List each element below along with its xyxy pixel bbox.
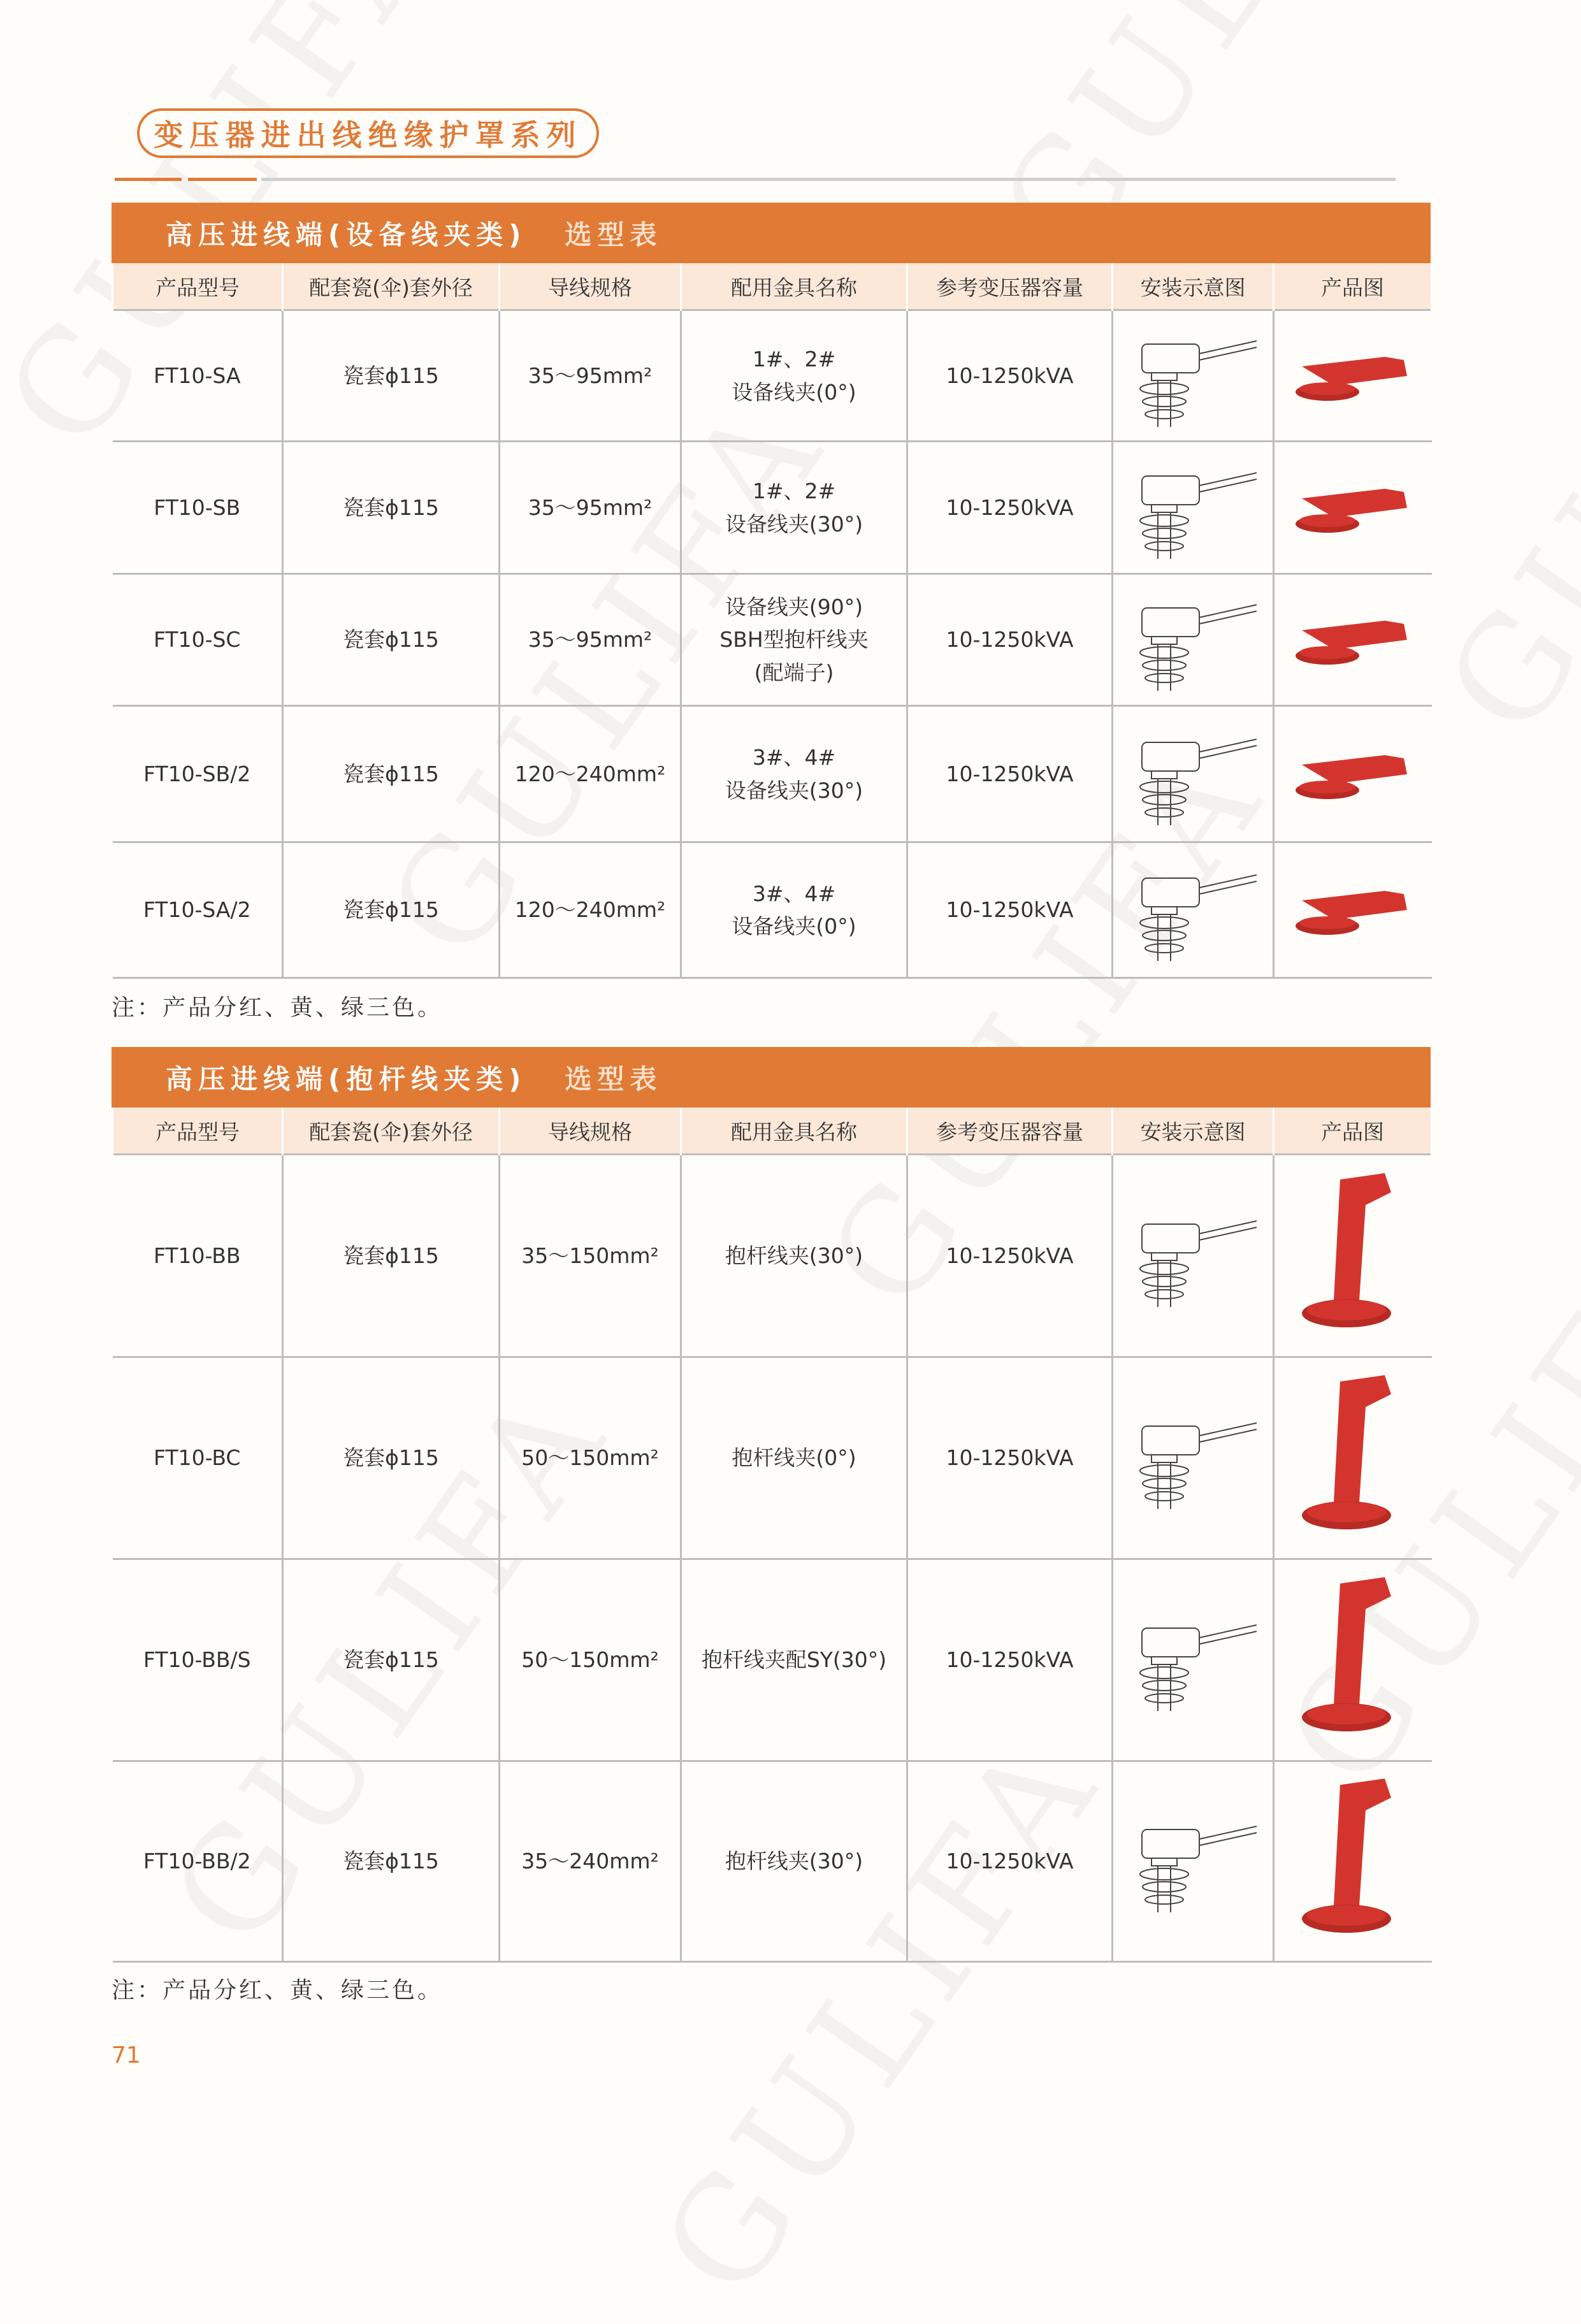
bushing-cell: 瓷套ϕ115	[283, 842, 500, 978]
bushing-cell: 瓷套ϕ115	[283, 310, 500, 442]
column-header: 产品型号	[113, 263, 283, 310]
product-red-cover-icon	[1275, 1167, 1431, 1345]
product-red-cover-icon	[1275, 473, 1431, 543]
section-title: 高压进线端(抱杆线夹类)	[166, 1063, 527, 1095]
install-diagram-icon	[1114, 717, 1272, 832]
wire-spec-cell: 35～240mm²	[500, 1761, 681, 1962]
install-diagram-icon	[1114, 319, 1272, 433]
header-rule	[261, 178, 1396, 181]
install-diagram-cell	[1113, 842, 1274, 978]
install-diagram-icon	[1114, 1160, 1272, 1352]
product-red-cover-icon	[1275, 1571, 1431, 1749]
fitting-line: 抱杆线夹(0°)	[732, 1445, 856, 1471]
fitting-line: 设备线夹(30°)	[725, 777, 863, 803]
section-title: 高压进线端(设备线夹类)	[166, 219, 527, 250]
wire-spec-cell: 35～95mm²	[500, 442, 681, 574]
fitting-line: 抱杆线夹(30°)	[725, 1849, 863, 1874]
table-row	[113, 310, 1432, 442]
fitting-line: SBH型抱杆线夹	[719, 627, 869, 653]
install-diagram-icon	[1114, 1766, 1272, 1957]
model-cell: FT10-SC	[113, 574, 283, 706]
column-header: 安装示意图	[1113, 1108, 1274, 1155]
fitting-cell	[681, 1155, 907, 1357]
column-header: 参考变压器容量	[907, 263, 1113, 310]
column-header: 配用金具名称	[681, 1108, 907, 1155]
model-cell: FT10-BB/2	[113, 1761, 283, 1962]
table-row	[113, 1155, 1432, 1357]
fitting-cell	[681, 310, 907, 442]
model-cell: FT10-SB/2	[113, 706, 283, 842]
model-cell: FT10-SB	[113, 442, 283, 574]
fitting-cell	[681, 574, 907, 706]
section-header	[112, 203, 1431, 263]
fitting-cell	[681, 442, 907, 574]
column-header: 配用金具名称	[681, 263, 907, 310]
section-subtitle: 选型表	[565, 219, 663, 250]
install-diagram-cell	[1113, 1357, 1274, 1559]
bushing-cell: 瓷套ϕ115	[283, 574, 500, 706]
fitting-line: 设备线夹(0°)	[732, 914, 856, 939]
install-diagram-cell	[1113, 1155, 1274, 1357]
fitting-line: 设备线夹(90°)	[725, 595, 863, 620]
watermark	[1415, 143, 1581, 762]
install-diagram-cell	[1113, 1559, 1274, 1761]
wire-spec-cell: 50～150mm²	[500, 1357, 681, 1559]
product-image-cell	[1274, 706, 1432, 842]
table-note: 注：产品分红、黄、绿三色。	[112, 1977, 444, 2003]
product-red-cover-icon	[1275, 739, 1431, 809]
bushing-cell: 瓷套ϕ115	[283, 706, 500, 842]
table-row	[113, 574, 1432, 706]
wire-spec-cell: 35～95mm²	[500, 574, 681, 706]
capacity-cell: 10-1250kVA	[907, 706, 1113, 842]
column-header: 产品图	[1274, 263, 1432, 310]
product-red-cover-icon	[1275, 341, 1431, 411]
section-header	[112, 1047, 1431, 1108]
column-header: 参考变压器容量	[907, 1108, 1113, 1155]
wire-spec-cell: 50～150mm²	[500, 1559, 681, 1761]
install-diagram-icon	[1114, 1362, 1272, 1554]
fitting-line: 3#、4#	[752, 881, 836, 906]
product-red-cover-icon	[1275, 1369, 1431, 1547]
product-image-cell	[1274, 842, 1432, 978]
column-header: 导线规格	[500, 263, 681, 310]
column-header: 配套瓷(伞)套外径	[283, 1108, 500, 1155]
product-red-cover-icon	[1275, 605, 1431, 675]
wire-spec-cell: 35～150mm²	[500, 1155, 681, 1357]
model-cell: FT10-SA/2	[113, 842, 283, 978]
header-rule-accent	[115, 178, 182, 181]
column-header: 配套瓷(伞)套外径	[283, 263, 500, 310]
bushing-cell: 瓷套ϕ115	[283, 1761, 500, 1962]
wire-spec-cell: 35～95mm²	[500, 310, 681, 442]
product-image-cell	[1274, 310, 1432, 442]
fitting-line: 1#、2#	[752, 479, 836, 504]
fitting-line: 设备线夹(0°)	[732, 379, 856, 405]
table-note: 注：产品分红、黄、绿三色。	[112, 995, 444, 1021]
table-row	[113, 842, 1432, 978]
product-red-cover-icon	[1275, 1772, 1431, 1951]
fitting-line: 抱杆线夹(30°)	[725, 1243, 863, 1268]
product-image-cell	[1274, 1559, 1432, 1761]
capacity-cell: 10-1250kVA	[907, 574, 1113, 706]
fitting-line: (配端子)	[754, 660, 834, 685]
install-diagram-cell	[1113, 310, 1274, 442]
capacity-cell: 10-1250kVA	[907, 1155, 1113, 1357]
table-row	[113, 442, 1432, 574]
install-diagram-icon	[1114, 1564, 1272, 1756]
fitting-cell	[681, 1357, 907, 1559]
bushing-cell: 瓷套ϕ115	[283, 1559, 500, 1761]
fitting-line: 设备线夹(30°)	[725, 511, 863, 537]
product-image-cell	[1274, 1357, 1432, 1559]
product-image-cell	[1274, 1155, 1432, 1357]
capacity-cell: 10-1250kVA	[907, 1761, 1113, 1962]
table-row	[113, 1761, 1432, 1962]
capacity-cell: 10-1250kVA	[907, 1559, 1113, 1761]
column-header: 产品型号	[113, 1108, 283, 1155]
capacity-cell: 10-1250kVA	[907, 1357, 1113, 1559]
table-row	[113, 1559, 1432, 1761]
wire-spec-cell: 120～240mm²	[500, 842, 681, 978]
column-header: 产品图	[1274, 1108, 1432, 1155]
fitting-cell	[681, 706, 907, 842]
fitting-line: 1#、2#	[752, 347, 836, 372]
install-diagram-cell	[1113, 574, 1274, 706]
install-diagram-icon	[1114, 582, 1272, 697]
fitting-line: 3#、4#	[752, 745, 836, 770]
selection-table	[112, 1108, 1433, 1963]
capacity-cell: 10-1250kVA	[907, 842, 1113, 978]
page-number: 71	[112, 2042, 141, 2068]
table-header-row	[113, 263, 1432, 310]
install-diagram-cell	[1113, 442, 1274, 574]
model-cell: FT10-SA	[113, 310, 283, 442]
install-diagram-icon	[1114, 853, 1272, 967]
install-diagram-icon	[1114, 451, 1272, 565]
table-header-row	[113, 1108, 1432, 1155]
wire-spec-cell: 120～240mm²	[500, 706, 681, 842]
bushing-cell: 瓷套ϕ115	[283, 1155, 500, 1357]
product-image-cell	[1274, 574, 1432, 706]
model-cell: FT10-BB/S	[113, 1559, 283, 1761]
model-cell: FT10-BC	[113, 1357, 283, 1559]
section-subtitle: 选型表	[565, 1063, 663, 1095]
column-header: 安装示意图	[1113, 263, 1274, 310]
fitting-cell	[681, 842, 907, 978]
table-row	[113, 706, 1432, 842]
fitting-cell	[681, 1761, 907, 1962]
header-rule-accent	[188, 178, 257, 181]
fitting-line: 抱杆线夹配SY(30°)	[701, 1647, 887, 1673]
selection-table	[112, 263, 1433, 979]
capacity-cell: 10-1250kVA	[907, 442, 1113, 574]
product-image-cell	[1274, 442, 1432, 574]
bushing-cell: 瓷套ϕ115	[283, 1357, 500, 1559]
fitting-cell	[681, 1559, 907, 1761]
series-title: 变压器进出线绝缘护罩系列	[137, 108, 599, 158]
column-header: 导线规格	[500, 1108, 681, 1155]
product-red-cover-icon	[1275, 875, 1431, 945]
product-image-cell	[1274, 1761, 1432, 1962]
model-cell: FT10-BB	[113, 1155, 283, 1357]
install-diagram-cell	[1113, 1761, 1274, 1962]
capacity-cell: 10-1250kVA	[907, 310, 1113, 442]
install-diagram-cell	[1113, 706, 1274, 842]
bushing-cell: 瓷套ϕ115	[283, 442, 500, 574]
table-row	[113, 1357, 1432, 1559]
